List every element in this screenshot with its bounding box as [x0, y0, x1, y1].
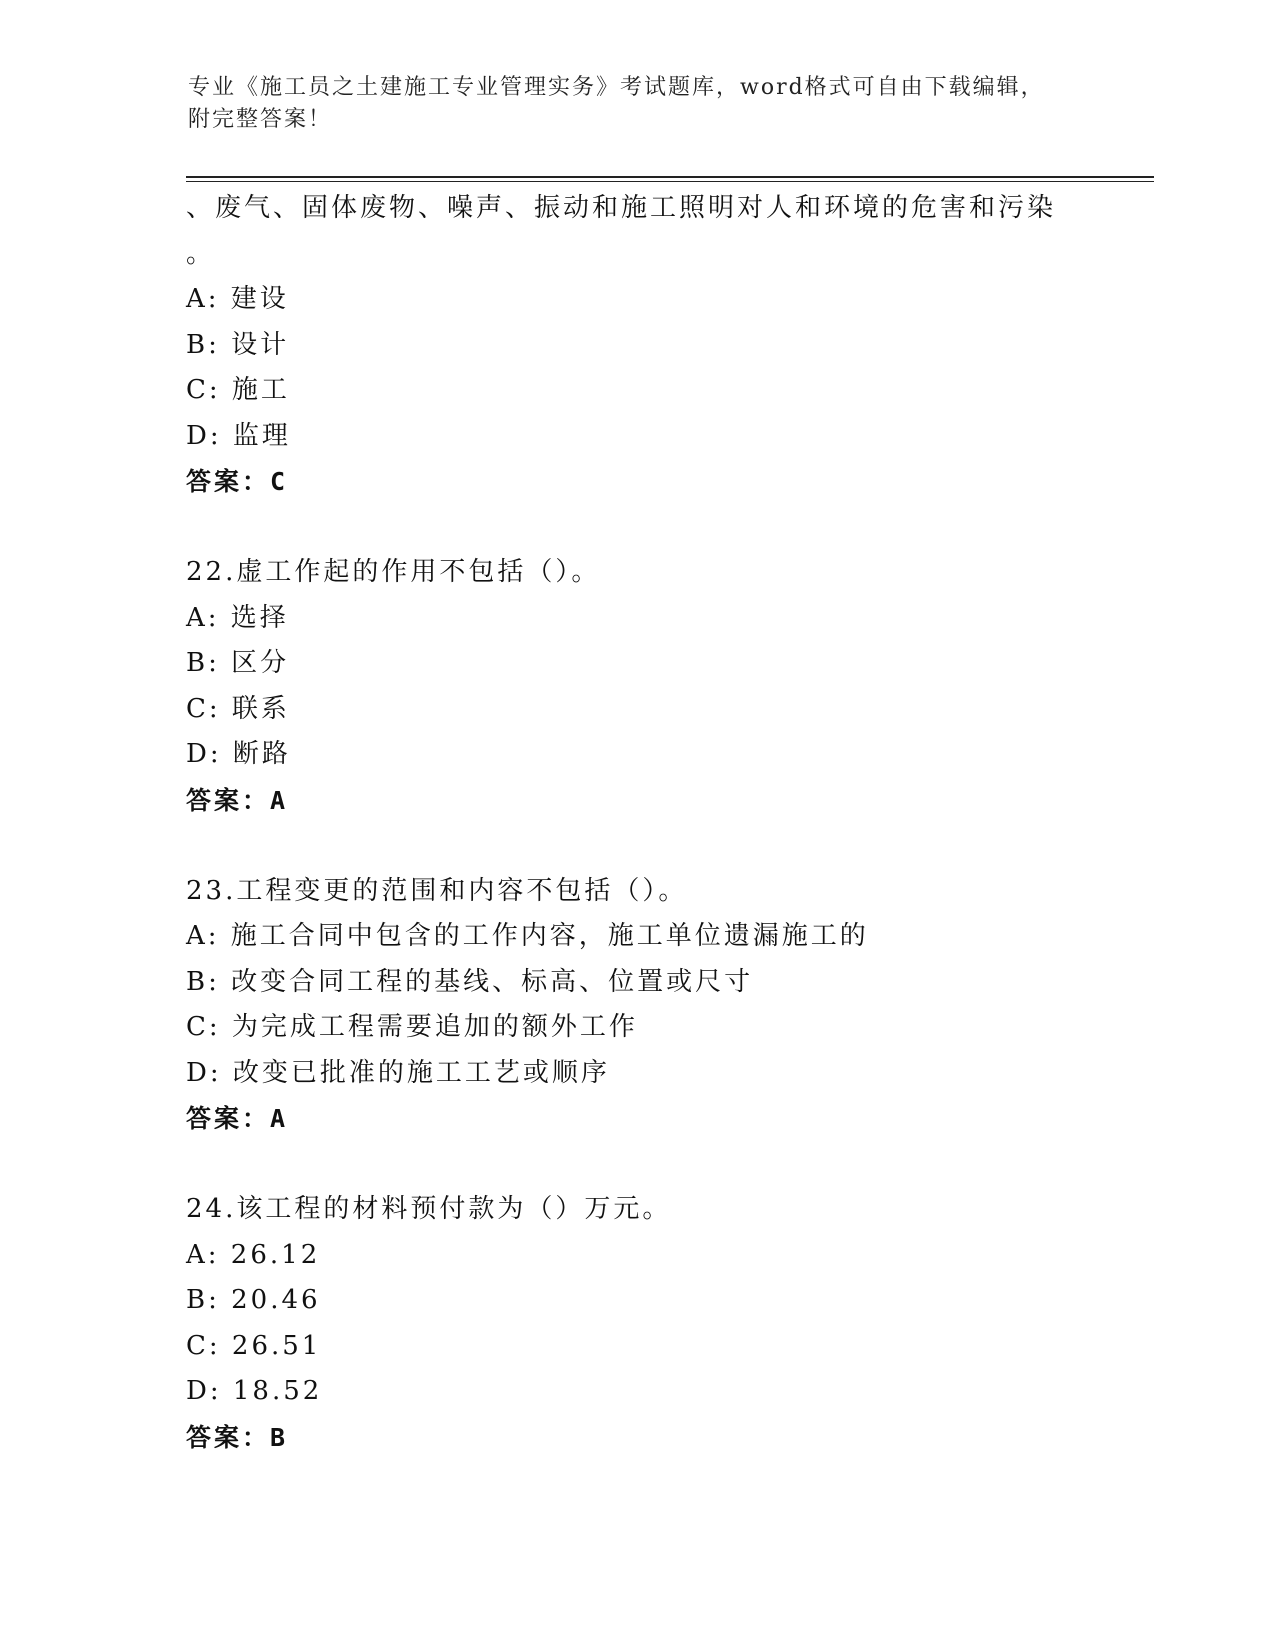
option-b: B: 区分: [186, 648, 290, 678]
option-a: A: 施工合同中包含的工作内容，施工单位遗漏施工的: [186, 921, 869, 951]
answer: 答案：A: [186, 1104, 289, 1133]
option-a: A: 建设: [186, 284, 289, 314]
option-a: A: 26.12: [186, 1239, 321, 1270]
question-stem-tail: 。: [186, 238, 216, 269]
option-d: D: 18.52: [186, 1376, 323, 1406]
option-c: C: 为完成工程需要追加的额外工作: [186, 1012, 638, 1042]
question-stem: 22.虚工作起的作用不包括（）。: [186, 557, 601, 587]
option-c: C: 联系: [186, 693, 290, 724]
option-d: D: 监理: [186, 420, 291, 451]
option-b: B: 改变合同工程的基线、标高、位置或尺寸: [186, 966, 754, 997]
question-fragment: [186, 186, 1146, 505]
option-d: D: 改变已批准的施工工艺或顺序: [186, 1057, 610, 1088]
question-list: [186, 186, 1146, 1460]
question-22: [186, 550, 1146, 823]
question-24: [186, 1187, 1146, 1460]
option-c: C: 施工: [186, 375, 290, 405]
answer: 答案：C: [186, 467, 289, 496]
question-stem: 、废气、固体废物、噪声、振动和施工照明对人和环境的危害和污染: [186, 193, 1057, 223]
option-c: C: 26.51: [186, 1330, 322, 1361]
header-divider-thin: [186, 181, 1154, 182]
answer: 答案：B: [186, 1422, 289, 1452]
option-b: B: 20.46: [186, 1285, 321, 1315]
answer: 答案：A: [186, 785, 289, 815]
header-line-2: 附完整答案！: [188, 107, 333, 132]
question-stem: 24.该工程的材料预付款为（）万元。: [186, 1194, 672, 1224]
question-23: [186, 869, 1146, 1142]
document-header: [188, 72, 1088, 136]
question-stem: 23.工程变更的范围和内容不包括（）。: [186, 875, 688, 906]
header-line-1: 专业《施工员之土建施工专业管理实务》考试题库，word格式可自由下载编辑，: [188, 75, 1045, 100]
option-d: D: 断路: [186, 739, 291, 769]
header-divider-thick: [186, 176, 1154, 178]
option-b: B: 设计: [186, 329, 290, 360]
option-a: A: 选择: [186, 602, 289, 633]
